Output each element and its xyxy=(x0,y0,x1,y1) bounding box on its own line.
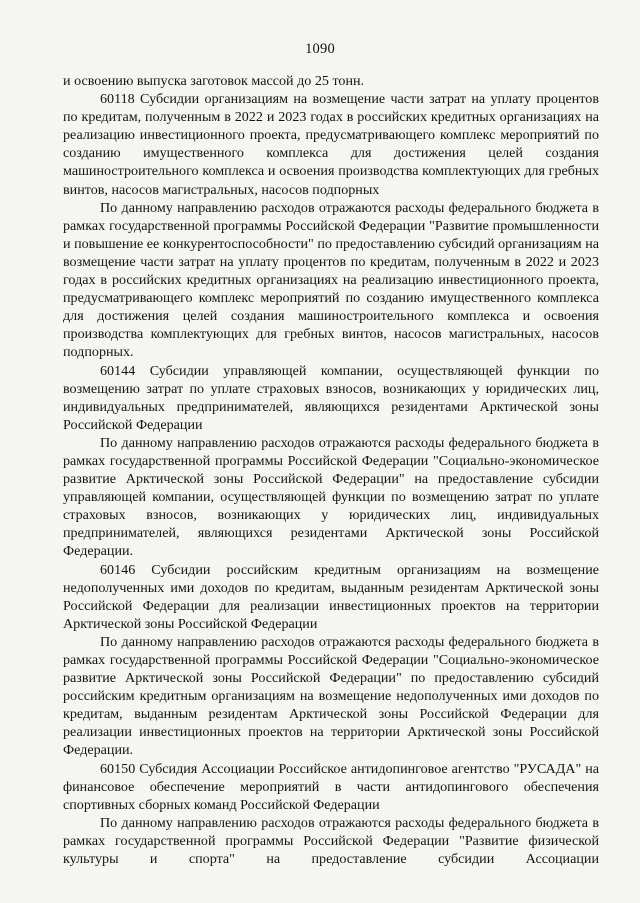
paragraph-60146-description: По данному направлению расходов отражаются расходы федерального бюджета в рамках государственной программы Российской Федерации "Социально-экономическое развитие Арктической зоны Российской Федерации" по предоставлению субсидий российским кредитным организациям на возмещение недополученных ими доходов по кредитам, выданным резидентам Арктической зоны Российской Федерации для реализации инвестиционных проектов на территории Арктической зоны Российской Федерации. xyxy=(63,633,599,759)
paragraph-continuation: и освоению выпуска заготовок массой до 25 тонн. xyxy=(63,73,365,89)
page-number: 1090 xyxy=(305,41,335,57)
paragraph-60150-description: По данному направлению расходов отражаются расходы федерального бюджета в рамках государственной программы Российской Федерации "Развитие физической культуры и спорта" на предоставление субсидии Ассоциации xyxy=(63,814,599,868)
paragraph-60118-title: 60118 Субсидии организациям на возмещение части затрат на уплату процентов по кредитам, полученным в 2022 и 2023 годах в российских кредитных организациях на реализацию инвестиционного проекта, предусматривающего комплекс мероприятий по созданию имущественного комплекса для достижения целей создания машиностроительного комплекса и освоения производства комплектующих для гребных винтов, насосов магистральных, насосов подпорных xyxy=(63,91,599,198)
paragraph-60118-description: По данному направлению расходов отражаются расходы федерального бюджета в рамках государственной программы Российской Федерации "Развитие промышленности и повышение ее конкурентоспособности" по предоставлению субсидий организациям на возмещение части затрат на уплату процентов по кредитам, полученным в 2022 и 2023 годах в российских кредитных организациях на реализацию инвестиционного проекта, предусматривающего комплекс мероприятий по созданию имущественного комплекса для достижения целей создания машиностроительного комплекса и освоения производства комплектующих для гребных винтов, насосов магистральных, насосов подпорных. xyxy=(63,199,599,361)
paragraph-60146-title: 60146 Субсидии российским кредитным организациям на возмещение недополученных ими доходов по кредитам, выданным резидентам Арктической зоны Российской Федерации для реализации инвестиционных проектов на территории Арктической зоны Российской Федерации xyxy=(63,561,599,632)
paragraph-60144-description: По данному направлению расходов отражаются расходы федерального бюджета в рамках государственной программы Российской Федерации "Социально-экономическое развитие Арктической зоны Российской Федерации" на предоставление субсидии управляющей компании, осуществляющей функции по возмещению затрат по уплате страховых взносов, возникающих у юридических лиц, индивидуальных предпринимателей, являющихся резидентами Арктической зоны Российской Федерации. xyxy=(63,434,599,560)
document-body xyxy=(63,72,599,868)
paragraph-60144-title: 60144 Субсидии управляющей компании, осуществляющей функции по возмещению затрат по уплате страховых взносов, возникающих у юридических лиц, индивидуальных предпринимателей, являющихся резидентами Арктической зоны Российской Федерации xyxy=(63,362,599,433)
paragraph-60150-title: 60150 Субсидия Ассоциации Российское антидопинговое агентство "РУСАДА" на финансовое обеспечение мероприятий в части антидопингового обеспечения спортивных сборных команд Российской Федерации xyxy=(63,760,599,813)
